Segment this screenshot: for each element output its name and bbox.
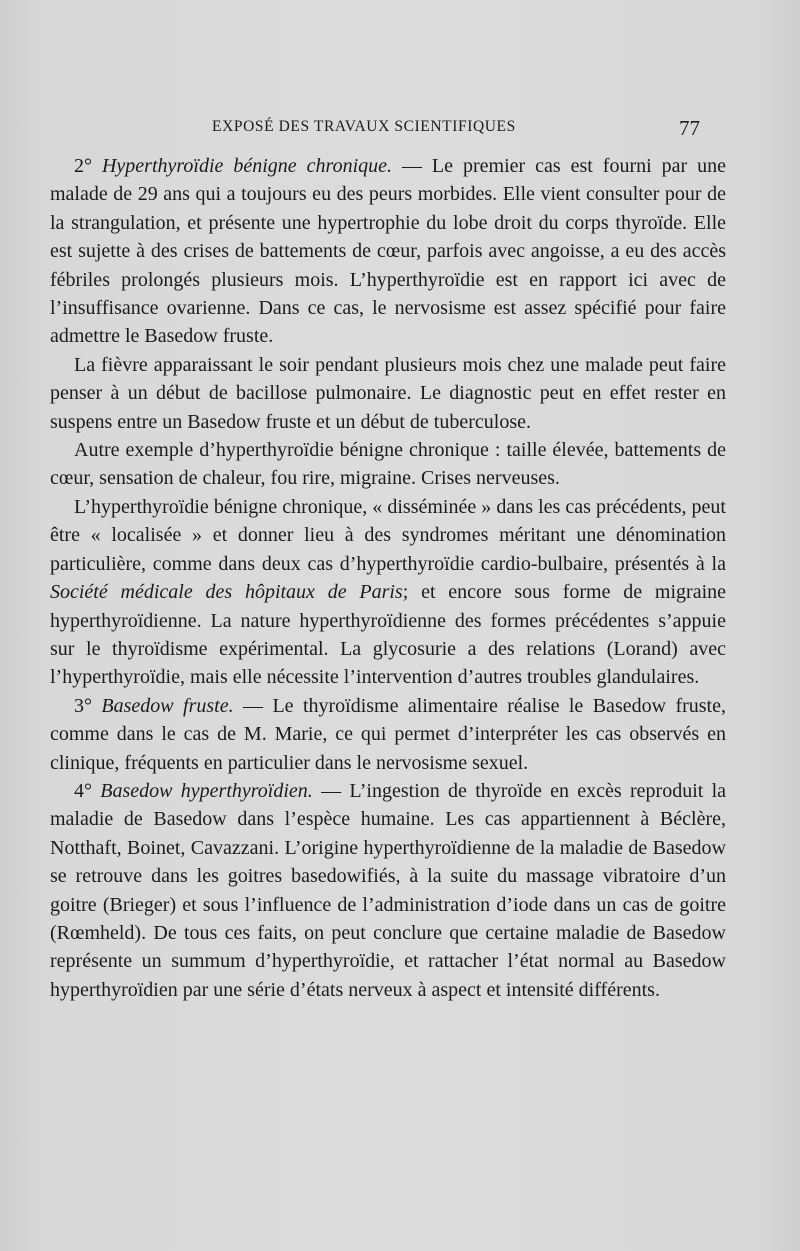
section-heading: Hyperthyroïdie bénigne chronique. [101,155,392,177]
paragraph-text: — Le thyroïdisme alimentaire réalise le Basedow fruste, comme dans le cas de M. Marie, ce qui permet d’interpréter les cas observés en clinique, fréquents en particulier dans le nervosisme sexuel. [50,694,726,774]
paragraph-text: Autre exemple d’hyperthyroïdie bénigne chronique : taille élevée, battements de cœur, sensation de chaleur, fou rire, migraine. Crises nerveuses. [50,439,726,490]
running-header [0,116,800,144]
paragraph-text: La fièvre apparaissant le soir pendant plusieurs mois chez une malade peut faire penser à un début de bacillose pulmonaire. Le diagnostic peut en effet rester en suspens entre un Basedow fruste et un début de tuberculose. [50,353,726,433]
paragraph-fievre [50,351,726,436]
paragraph-basedow-fruste [50,692,726,777]
paragraph-basedow-hyperthyroidien [50,777,726,1004]
section-number: 2° [74,155,102,177]
body-text [50,152,726,1004]
paragraph-autre-exemple [50,436,726,493]
section-heading: Basedow hyperthyroïdien. [100,779,313,802]
section-heading: Basedow fruste. [101,694,234,717]
paragraph-localisee [50,493,726,692]
paragraph-text: — Le premier cas est fourni par une malade de 29 ans qui a toujours eu des peurs morbides. Elle vient consulter pour de la strangulation, et présente une hypertrophie du lobe droit du corps thyroïde. Elle est sujette à des crises de battements de cœur, parfois avec angoisse, a eu des accès fébriles prolongés plusieurs mois. L’hyperthyroïdie est en rapport ici avec de l’insuffisance ovarienne. Dans ce cas, le nervosisme est assez spécifié pour faire admettre le Basedow fruste. [50,155,727,348]
page-number: 77 [679,116,700,140]
paragraph-text: L’hyperthyroïdie bénigne chronique, « disséminée » dans les cas précédents, peut être « localisée » et donner lieu à des syndromes méritant une dénomination particulière, comme dans deux cas d’hyperthyroïdie cardio-bulbaire, présentés à la [50,495,726,575]
paragraph-text: ; et encore sous forme de migraine hyperthyroïdienne. La nature hyperthyroïdienne des formes précédentes s’appuie sur le thyroïdisme expérimental. La glycosurie a des relations (Lorand) avec l’hyperthyroïdie, mais elle nécessite l’intervention d’autres troubles glandulaires. [50,581,727,689]
paragraph-text: — L’ingestion de thyroïde en excès reproduit la maladie de Basedow dans l’espèce humaine. Les cas appartiennent à Béclère, Notthaft, Boinet, Cavazzani. L’origine hyperthyroïdienne de la maladie de Basedow se retrouve dans les goitres basedowifiés, à la suite du massage vibratoire d’un goitre (Brieger) et sous l’influence de l’administration d’iode dans un cas de goitre (Rœmheld). De tous ces faits, on peut conclure que certaine maladie de Basedow représente un summum d’hyperthyroïdie, et rattacher l’état normal au Basedow hyperthyroïdien par une série d’états nerveux à aspect et intensité différents. [50,779,727,1001]
paragraph-hyperthyroidie-benigne [50,152,726,351]
section-number: 3° [74,694,102,717]
running-title: EXPOSÉ DES TRAVAUX SCIENTIFIQUES [212,118,516,135]
society-name: Société médicale des hôpitaux de Paris [50,581,403,604]
section-number: 4° [74,779,101,802]
